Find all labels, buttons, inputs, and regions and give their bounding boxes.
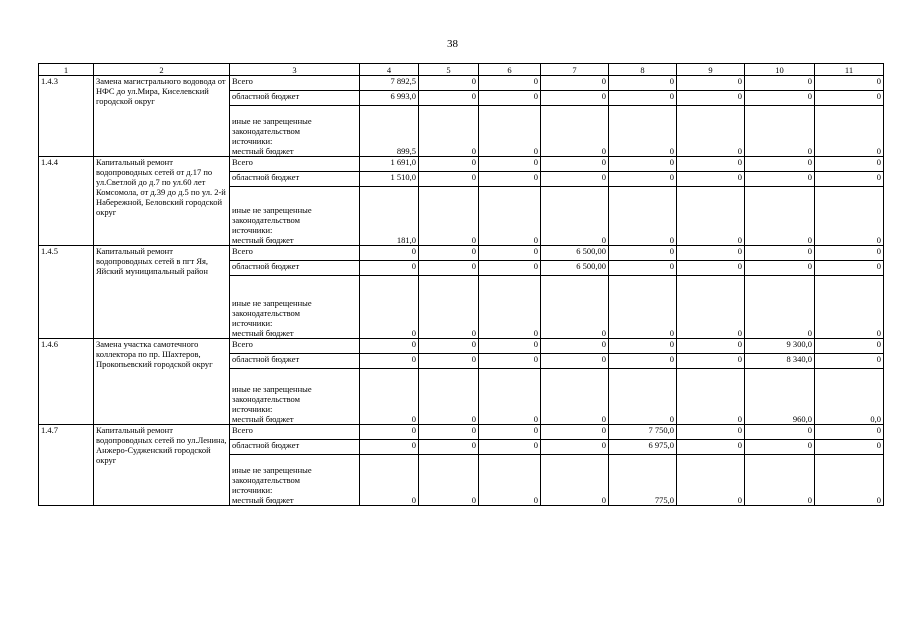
local-value-cell: 0	[677, 369, 745, 425]
column-header: 3	[230, 64, 360, 76]
total-value-cell: 0	[609, 246, 677, 261]
regional-value-cell: 0	[419, 354, 479, 369]
local-value-cell: 0	[677, 455, 745, 506]
local-value-cell: 0	[479, 106, 541, 157]
total-value-cell: 0	[815, 425, 884, 440]
source-other-line: законодательством	[232, 126, 301, 136]
source-other-line: иные не запрещенные	[232, 116, 312, 126]
regional-value-cell: 8 340,0	[745, 354, 815, 369]
source-total-label: Всего	[230, 246, 360, 261]
item-code: 1.4.7	[39, 425, 94, 506]
local-value-cell: 0	[479, 276, 541, 339]
local-value-cell: 0	[815, 106, 884, 157]
local-value-cell: 0	[479, 455, 541, 506]
item-code: 1.4.6	[39, 339, 94, 425]
total-value-cell: 0	[815, 339, 884, 354]
regional-value-cell: 0	[677, 91, 745, 106]
total-value-cell: 0	[677, 425, 745, 440]
local-value-cell: 0,0	[815, 369, 884, 425]
total-value-cell: 9 300,0	[745, 339, 815, 354]
source-other-line: иные не запрещенные	[232, 298, 312, 308]
total-value-cell: 6 500,00	[541, 246, 609, 261]
column-header: 6	[479, 64, 541, 76]
source-regional-label: областной бюджет	[230, 172, 360, 187]
local-value-cell: 0	[479, 369, 541, 425]
column-header: 5	[419, 64, 479, 76]
source-other-line: местный бюджет	[232, 146, 294, 156]
total-value-cell: 0	[541, 157, 609, 172]
table-row	[39, 76, 884, 91]
source-regional-label: областной бюджет	[230, 91, 360, 106]
source-other-line: источники:	[232, 404, 273, 414]
source-other-line: законодательством	[232, 475, 301, 485]
source-other-line: законодательством	[232, 308, 301, 318]
header-row	[39, 64, 884, 76]
budget-table	[38, 63, 884, 506]
regional-value-cell: 0	[609, 91, 677, 106]
local-value-cell: 0	[677, 276, 745, 339]
local-value-cell: 0	[609, 106, 677, 157]
local-value-cell: 0	[609, 187, 677, 246]
column-header: 9	[677, 64, 745, 76]
column-header: 1	[39, 64, 94, 76]
total-value-cell: 0	[609, 339, 677, 354]
source-other-line: местный бюджет	[232, 328, 294, 338]
source-other-label	[230, 369, 360, 425]
total-value-cell: 0	[677, 339, 745, 354]
source-regional-label: областной бюджет	[230, 440, 360, 455]
total-value-cell: 0	[745, 425, 815, 440]
total-value-cell: 0	[815, 246, 884, 261]
regional-value-cell: 0	[815, 91, 884, 106]
regional-value-cell: 0	[677, 354, 745, 369]
total-value-cell: 0	[609, 157, 677, 172]
regional-value-cell: 0	[677, 440, 745, 455]
source-other-label	[230, 187, 360, 246]
total-value-cell: 7 750,0	[609, 425, 677, 440]
source-total-label: Всего	[230, 425, 360, 440]
column-header: 8	[609, 64, 677, 76]
local-value-cell: 0	[609, 369, 677, 425]
regional-value-cell: 0	[609, 261, 677, 276]
total-value-cell: 0	[360, 339, 419, 354]
regional-value-cell: 6 993,0	[360, 91, 419, 106]
regional-value-cell: 0	[815, 440, 884, 455]
local-value-cell: 0	[815, 187, 884, 246]
regional-value-cell: 0	[745, 91, 815, 106]
regional-value-cell: 6 500,00	[541, 261, 609, 276]
column-header: 2	[94, 64, 230, 76]
regional-value-cell: 0	[419, 440, 479, 455]
regional-value-cell: 0	[479, 354, 541, 369]
total-value-cell: 0	[479, 76, 541, 91]
local-value-cell: 0	[745, 187, 815, 246]
regional-value-cell: 0	[677, 172, 745, 187]
column-header: 7	[541, 64, 609, 76]
local-value-cell: 0	[360, 455, 419, 506]
total-value-cell: 0	[419, 246, 479, 261]
regional-value-cell: 0	[479, 440, 541, 455]
local-value-cell: 0	[677, 187, 745, 246]
regional-value-cell: 0	[745, 440, 815, 455]
item-code: 1.4.4	[39, 157, 94, 246]
source-total-label: Всего	[230, 339, 360, 354]
total-value-cell: 0	[541, 425, 609, 440]
source-other-line: иные не запрещенные	[232, 465, 312, 475]
total-value-cell: 0	[541, 76, 609, 91]
column-header: 4	[360, 64, 419, 76]
source-regional-label: областной бюджет	[230, 354, 360, 369]
total-value-cell: 0	[609, 76, 677, 91]
total-value-cell: 0	[419, 157, 479, 172]
total-value-cell: 0	[745, 246, 815, 261]
regional-value-cell: 0	[360, 261, 419, 276]
item-description: Замена магистрального водовода от НФС до ул.Мира, Киселевский городской округ	[94, 76, 230, 157]
total-value-cell: 0	[541, 339, 609, 354]
local-value-cell: 0	[815, 276, 884, 339]
local-value-cell: 0	[541, 106, 609, 157]
source-other-line: местный бюджет	[232, 235, 294, 245]
regional-value-cell: 0	[745, 172, 815, 187]
total-value-cell: 0	[745, 157, 815, 172]
local-value-cell: 0	[541, 369, 609, 425]
regional-value-cell: 0	[609, 354, 677, 369]
local-value-cell: 775,0	[609, 455, 677, 506]
regional-value-cell: 6 975,0	[609, 440, 677, 455]
total-value-cell: 0	[360, 425, 419, 440]
source-other-line: источники:	[232, 225, 273, 235]
local-value-cell: 0	[745, 106, 815, 157]
source-other-label	[230, 106, 360, 157]
local-value-cell: 0	[609, 276, 677, 339]
regional-value-cell: 0	[541, 172, 609, 187]
item-code: 1.4.5	[39, 246, 94, 339]
source-other-label	[230, 276, 360, 339]
total-value-cell: 7 892,5	[360, 76, 419, 91]
local-value-cell: 960,0	[745, 369, 815, 425]
total-value-cell: 0	[677, 246, 745, 261]
column-header: 11	[815, 64, 884, 76]
regional-value-cell: 0	[815, 172, 884, 187]
local-value-cell: 0	[419, 187, 479, 246]
regional-value-cell: 0	[541, 440, 609, 455]
source-other-line: местный бюджет	[232, 414, 294, 424]
source-other-line: местный бюджет	[232, 495, 294, 505]
table-body	[39, 64, 884, 506]
regional-value-cell: 0	[541, 354, 609, 369]
total-value-cell: 0	[745, 76, 815, 91]
local-value-cell: 0	[541, 455, 609, 506]
total-value-cell: 1 691,0	[360, 157, 419, 172]
regional-value-cell: 0	[360, 354, 419, 369]
source-other-line: иные не запрещенные	[232, 384, 312, 394]
local-value-cell: 0	[360, 369, 419, 425]
column-header: 10	[745, 64, 815, 76]
regional-value-cell: 0	[479, 91, 541, 106]
regional-value-cell: 0	[419, 91, 479, 106]
total-value-cell: 0	[479, 246, 541, 261]
total-value-cell: 0	[815, 157, 884, 172]
item-description: Замена участка самотечного коллектора по пр. Шахтеров, Прокопьевский городской округ	[94, 339, 230, 425]
local-value-cell: 0	[541, 187, 609, 246]
source-other-line: иные не запрещенные	[232, 205, 312, 215]
local-value-cell: 899,5	[360, 106, 419, 157]
regional-value-cell: 0	[479, 172, 541, 187]
total-value-cell: 0	[677, 157, 745, 172]
regional-value-cell: 0	[609, 172, 677, 187]
source-other-label	[230, 455, 360, 506]
item-description: Капитальный ремонт водопроводных сетей в пгт Яя, Яйский муниципальный район	[94, 246, 230, 339]
local-value-cell: 0	[677, 106, 745, 157]
table-row	[39, 157, 884, 172]
total-value-cell: 0	[677, 76, 745, 91]
item-description: Капитальный ремонт водопроводных сетей от д.17 по ул.Светлой до д.7 по ул.60 лет Комсомола, от д.39 до д.5 по ул. 2-й Набережной, Беловский городской округ	[94, 157, 230, 246]
regional-value-cell: 0	[360, 440, 419, 455]
local-value-cell: 0	[419, 106, 479, 157]
local-value-cell: 0	[541, 276, 609, 339]
source-other-line: законодательством	[232, 394, 301, 404]
source-total-label: Всего	[230, 76, 360, 91]
total-value-cell: 0	[479, 157, 541, 172]
local-value-cell: 0	[745, 276, 815, 339]
total-value-cell: 0	[479, 425, 541, 440]
local-value-cell: 0	[419, 369, 479, 425]
item-description: Капитальный ремонт водопроводных сетей по ул.Ленина, Анжеро-Судженский городской округ	[94, 425, 230, 506]
source-other-line: источники:	[232, 136, 273, 146]
local-value-cell: 0	[419, 276, 479, 339]
source-total-label: Всего	[230, 157, 360, 172]
table-row	[39, 425, 884, 440]
regional-value-cell: 0	[479, 261, 541, 276]
local-value-cell: 0	[360, 276, 419, 339]
source-other-line: законодательством	[232, 215, 301, 225]
source-other-line: источники:	[232, 485, 273, 495]
total-value-cell: 0	[419, 339, 479, 354]
regional-value-cell: 0	[745, 261, 815, 276]
source-other-line: источники:	[232, 318, 273, 328]
local-value-cell: 0	[815, 455, 884, 506]
local-value-cell: 0	[419, 455, 479, 506]
regional-value-cell: 0	[419, 172, 479, 187]
regional-value-cell: 0	[419, 261, 479, 276]
table-row	[39, 246, 884, 261]
total-value-cell: 0	[360, 246, 419, 261]
source-regional-label: областной бюджет	[230, 261, 360, 276]
total-value-cell: 0	[419, 425, 479, 440]
page-number: 38	[447, 38, 458, 50]
regional-value-cell: 0	[677, 261, 745, 276]
item-code: 1.4.3	[39, 76, 94, 157]
table-row	[39, 339, 884, 354]
regional-value-cell: 1 510,0	[360, 172, 419, 187]
total-value-cell: 0	[479, 339, 541, 354]
regional-value-cell: 0	[815, 261, 884, 276]
regional-value-cell: 0	[541, 91, 609, 106]
local-value-cell: 0	[745, 455, 815, 506]
local-value-cell: 0	[479, 187, 541, 246]
total-value-cell: 0	[815, 76, 884, 91]
total-value-cell: 0	[419, 76, 479, 91]
regional-value-cell: 0	[815, 354, 884, 369]
local-value-cell: 181,0	[360, 187, 419, 246]
